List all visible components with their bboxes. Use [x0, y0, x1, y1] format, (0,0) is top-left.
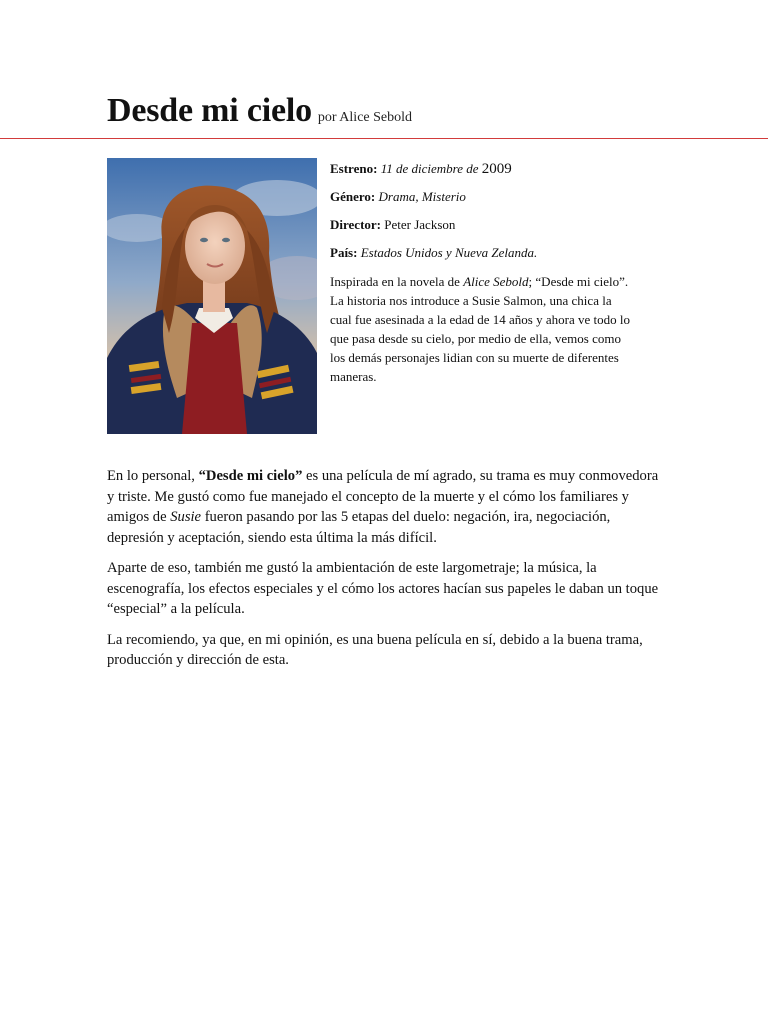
review-p1-end: fueron pasando por las 5 etapas del duelo: negación, ira, negociación, depresión y aceptación, siendo esta última la más difícil. [107, 509, 611, 546]
country-label: País: [330, 245, 358, 260]
author-byline: por Alice Sebold [317, 110, 413, 125]
movie-poster-image [107, 158, 317, 434]
director-value: Peter Jackson [384, 217, 456, 232]
review-paragraph-3: La recomiendo, ya que, en mi opinión, es una buena película en sí, debido a la buena trama, producción y dirección de esta. [107, 631, 643, 668]
director-label: Director: [330, 217, 382, 232]
review-p1-name: Susie [170, 509, 202, 525]
header-divider [0, 138, 768, 139]
release-line [330, 160, 640, 178]
review-paragraph-1 [107, 466, 663, 548]
review-paragraph-2: Aparte de eso, también me gustó la ambientación de este largometraje; la música, la escenografía, los efectos especiales y el cómo los actores hacían sus papeles le daban un toque “especial” a la película. [107, 560, 659, 617]
review-p1-start: En lo personal, [107, 468, 199, 484]
release-date: 11 de diciembre de [380, 161, 479, 176]
review-p1-middle: es una película de mí agrado, su trama es muy conmovedora y triste. Me gustó como fue manejado el concepto de la muerte y el cómo los familiares y amigos de [107, 468, 659, 525]
movie-info-panel [330, 160, 640, 386]
synopsis-author: Alice Sebold [463, 274, 529, 289]
director-line [330, 216, 640, 234]
synopsis-intro: Inspirada en la novela de [330, 274, 464, 289]
country-line [330, 244, 640, 262]
synopsis [330, 272, 635, 386]
genre-label: Género: [330, 189, 376, 204]
country-value: Estados Unidos y Nueva Zelanda. [360, 245, 538, 260]
release-label: Estreno: [330, 161, 378, 176]
review-body [107, 466, 663, 681]
synopsis-text: ; “Desde mi cielo”. La historia nos introduce a Susie Salmon, una chica la cual fue asesinada a la edad de 14 años y ahora ve todo lo que pasa desde su cielo, por medio de ella, vemos como los demás personajes lidian con su muerte de diferentes maneras. [330, 274, 630, 384]
release-year: 2009 [481, 161, 512, 177]
genre-value: Drama, Misterio [378, 189, 466, 204]
genre-line [330, 188, 640, 206]
review-p1-title: “Desde mi cielo” [198, 468, 303, 484]
page-title: Desde mi cielo [107, 92, 312, 129]
title-row [107, 92, 412, 130]
